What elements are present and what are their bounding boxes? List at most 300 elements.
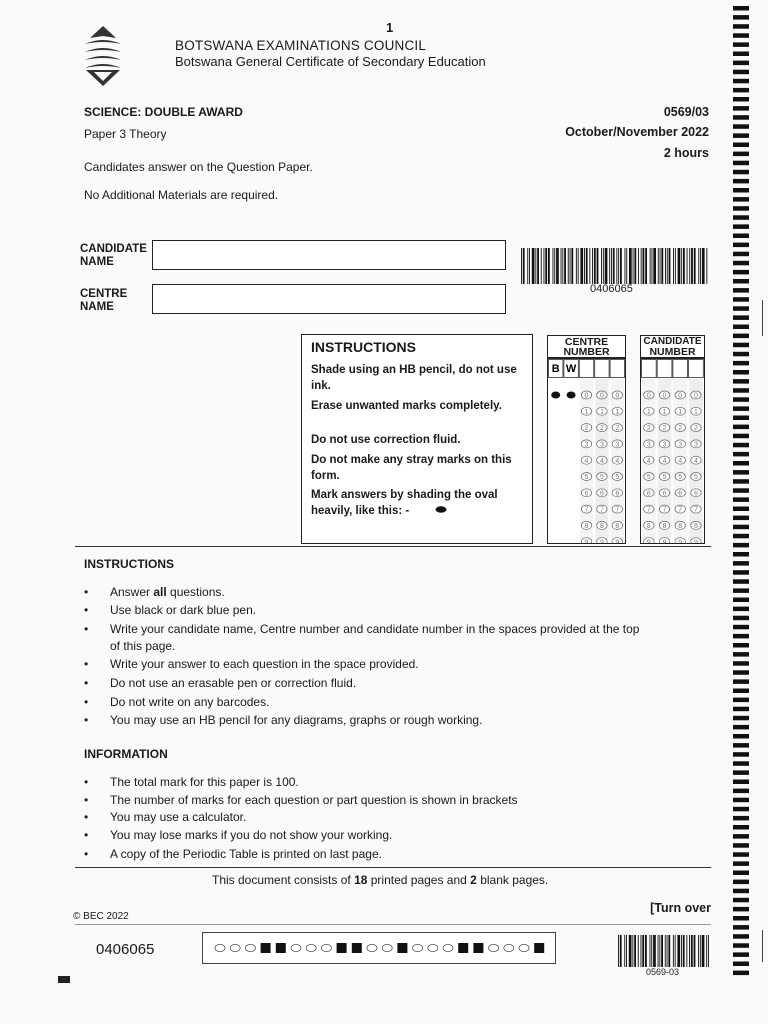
edge-mark xyxy=(733,188,749,193)
barcode-bar xyxy=(645,248,647,284)
edge-mark xyxy=(733,616,749,621)
barcode-bar xyxy=(592,248,593,284)
barcode-bar xyxy=(700,248,701,284)
timing-oval xyxy=(443,944,453,951)
barcode-bar xyxy=(629,935,632,967)
edge-mark xyxy=(733,871,749,876)
digit-label: 3 xyxy=(646,441,651,449)
barcode-icon xyxy=(521,248,709,284)
edge-mark xyxy=(733,852,749,857)
timing-oval xyxy=(306,944,316,951)
edge-mark xyxy=(733,197,749,202)
bullet: • xyxy=(84,775,89,789)
edge-mark xyxy=(733,952,749,957)
prefix-letter: W xyxy=(565,363,577,375)
barcode-bar xyxy=(706,935,707,967)
edge-mark xyxy=(733,798,749,803)
edge-mark xyxy=(733,552,749,557)
edge-mark xyxy=(733,598,749,603)
digit-entry-box xyxy=(595,360,609,378)
barcode-bar xyxy=(677,935,680,967)
divider xyxy=(75,924,711,925)
barcode-bar xyxy=(643,248,645,284)
timing-marks-icon xyxy=(733,4,751,976)
barcode-bar xyxy=(669,248,671,284)
barcode-bar xyxy=(658,935,659,967)
barcode-bar xyxy=(570,248,571,284)
barcode-bar xyxy=(541,248,542,284)
barcode-bar xyxy=(698,935,699,967)
bullet: • xyxy=(84,603,89,617)
edge-mark xyxy=(733,789,749,794)
barcode-bar xyxy=(576,248,577,284)
edge-mark xyxy=(733,543,749,548)
barcode-bar xyxy=(661,248,663,284)
edge-mark xyxy=(733,698,749,703)
shading-item: Do not make any stray marks on this form. xyxy=(311,454,512,482)
instruction-bold: all xyxy=(153,585,167,599)
barcode-bar xyxy=(616,248,617,284)
barcode-bar xyxy=(529,248,530,284)
barcode-bar xyxy=(556,248,559,284)
edge-mark xyxy=(733,534,749,539)
digit-label: 7 xyxy=(646,506,651,514)
edge-mark xyxy=(733,215,749,220)
digit-label: 1 xyxy=(678,408,683,416)
instruction-text: You may use an HB pencil for any diagrams, graphs or rough working. xyxy=(110,713,483,727)
instruction-text xyxy=(110,584,650,601)
barcode-bar xyxy=(665,248,666,284)
edge-mark xyxy=(733,607,749,612)
shading-item: Mark answers by shading the oval heavily, like this: - xyxy=(311,489,498,517)
barcode-bar xyxy=(527,248,528,284)
digit-label: 6 xyxy=(615,490,620,498)
edge-mark xyxy=(733,306,749,311)
timing-square xyxy=(276,943,286,953)
edge-mark xyxy=(733,106,749,111)
candidate-name-field[interactable] xyxy=(152,240,506,270)
edge-mark xyxy=(733,561,749,566)
digit-label: 4 xyxy=(584,457,589,465)
digit-entry-box xyxy=(689,360,704,378)
centre-number-header xyxy=(547,335,626,358)
digit-label: 6 xyxy=(599,490,604,498)
digit-label: 6 xyxy=(662,490,667,498)
edge-mark xyxy=(733,743,749,748)
barcode-bar xyxy=(689,935,690,967)
barcode-bar xyxy=(586,248,588,284)
barcode-bar xyxy=(626,248,627,284)
digit-label: 4 xyxy=(662,457,667,465)
digit-label: 3 xyxy=(599,441,604,449)
certificate-name: Botswana General Certificate of Secondary Education xyxy=(175,54,486,69)
digit-label: 5 xyxy=(662,474,667,482)
barcode-bar xyxy=(620,935,622,967)
barcode-bar xyxy=(638,248,639,284)
bullet: • xyxy=(84,585,89,599)
barcode-bar xyxy=(675,935,676,967)
candidate-number-header xyxy=(640,335,705,358)
edge-mark xyxy=(733,625,749,630)
edge-mark xyxy=(733,661,749,666)
digit-label: 7 xyxy=(615,506,620,514)
digit-label: 0 xyxy=(615,392,620,400)
digit-label: 0 xyxy=(646,392,651,400)
barcode-bar xyxy=(689,248,690,284)
digit-label: 8 xyxy=(678,523,683,530)
edge-line xyxy=(762,930,763,962)
digit-label: 0 xyxy=(693,392,698,400)
digit-entry-box xyxy=(657,360,672,378)
edge-mark xyxy=(733,206,749,211)
edge-mark xyxy=(733,716,749,721)
digit-label: 6 xyxy=(678,490,683,498)
printed-pages: 18 xyxy=(354,873,368,887)
digit-label: 5 xyxy=(678,474,683,482)
barcode-bar xyxy=(523,248,525,284)
edge-mark xyxy=(733,443,749,448)
digit-label: 1 xyxy=(693,408,698,416)
edge-mark xyxy=(733,507,749,512)
digit-label: 8 xyxy=(615,523,620,530)
barcode-bar xyxy=(675,248,676,284)
edge-mark xyxy=(733,115,749,120)
edge-mark xyxy=(733,579,749,584)
timing-square xyxy=(397,943,407,953)
barcode-bar xyxy=(641,248,642,284)
digit-label: 3 xyxy=(615,441,620,449)
edge-mark xyxy=(733,761,749,766)
edge-mark xyxy=(733,679,749,684)
edge-mark xyxy=(733,24,749,29)
edge-mark xyxy=(733,497,749,502)
corner-mark xyxy=(58,976,70,983)
timing-oval xyxy=(413,944,423,951)
barcode-bar xyxy=(641,935,642,967)
barcode-bar xyxy=(535,248,536,284)
timing-square xyxy=(337,943,347,953)
edge-mark xyxy=(733,834,749,839)
edge-mark xyxy=(733,261,749,266)
edge-mark xyxy=(733,934,749,939)
barcode-bar xyxy=(668,935,670,967)
divider xyxy=(75,546,711,547)
materials-note: No Additional Materials are required. xyxy=(84,188,279,202)
timing-oval xyxy=(382,944,392,951)
prefix-letter: B xyxy=(551,363,560,375)
digit-label: 9 xyxy=(584,539,589,543)
digit-label: 1 xyxy=(615,408,620,416)
bullet: • xyxy=(84,622,89,636)
barcode-bar xyxy=(544,248,545,284)
information-text: You may lose marks if you do not show your working. xyxy=(110,828,393,842)
centre-number-grid xyxy=(547,358,626,544)
digit-label: 7 xyxy=(584,506,589,514)
edge-mark xyxy=(733,88,749,93)
digit-label: 3 xyxy=(678,441,683,449)
digit-entry-box xyxy=(610,360,624,378)
barcode-bar xyxy=(603,248,604,284)
edge-mark xyxy=(733,943,749,948)
edge-mark xyxy=(733,42,749,47)
edge-mark xyxy=(733,234,749,239)
edge-mark xyxy=(733,243,749,248)
barcode-bar xyxy=(681,248,682,284)
edge-mark xyxy=(733,279,749,284)
information-title: INFORMATION xyxy=(84,747,168,761)
digit-label: 9 xyxy=(615,539,620,543)
edge-mark xyxy=(733,416,749,421)
digit-label: 6 xyxy=(584,490,589,498)
digit-label: 0 xyxy=(662,392,667,400)
timing-oval xyxy=(291,944,301,951)
barcode-bar xyxy=(589,248,590,284)
barcode-bar xyxy=(632,935,633,967)
barcode-bar xyxy=(691,248,693,284)
digit-entry-box xyxy=(673,360,688,378)
barcode-bar xyxy=(605,248,608,284)
edge-mark xyxy=(733,52,749,57)
timing-oval xyxy=(489,944,499,951)
edge-mark xyxy=(733,161,749,166)
barcode-bar xyxy=(571,248,573,284)
centre-name-field[interactable] xyxy=(152,284,506,314)
barcode-number: 0406065 xyxy=(590,283,633,295)
barcode-bar xyxy=(660,248,661,284)
digit-label: 8 xyxy=(584,523,589,530)
barcode-bar xyxy=(553,248,554,284)
barcode-bar xyxy=(584,248,585,284)
barcode-bar xyxy=(624,935,625,967)
barcode-bar xyxy=(661,935,663,967)
digit-label: 3 xyxy=(584,441,589,449)
bottom-code: 0569-03 xyxy=(646,967,680,977)
barcode-bar xyxy=(568,248,569,284)
digit-label: 4 xyxy=(678,457,683,465)
edge-mark xyxy=(733,916,749,921)
digit-label: 7 xyxy=(678,506,683,514)
instruction-pre: Answer xyxy=(110,585,154,599)
edge-mark xyxy=(733,152,749,157)
digit-entry-box xyxy=(579,360,593,378)
bullet: • xyxy=(84,695,89,709)
document-number: 0406065 xyxy=(96,941,155,958)
filled-oval-icon xyxy=(435,506,447,513)
bullet: • xyxy=(84,810,89,824)
barcode-bar xyxy=(698,248,699,284)
barcode-bar xyxy=(706,248,707,284)
barcode-bar xyxy=(694,248,696,284)
barcode-bar xyxy=(653,248,656,284)
bullet: • xyxy=(84,828,89,842)
edge-mark xyxy=(733,825,749,830)
edge-mark xyxy=(733,880,749,885)
digit-label: 4 xyxy=(599,457,604,465)
edge-mark xyxy=(733,907,749,912)
instruction-text: Use black or dark blue pen. xyxy=(110,603,257,617)
edge-mark xyxy=(733,525,749,530)
digit-label: 9 xyxy=(662,539,667,543)
candidate-header-line1: CANDIDATE xyxy=(643,336,702,347)
edge-mark xyxy=(733,643,749,648)
barcode-bar xyxy=(537,248,539,284)
timing-square xyxy=(534,943,544,953)
barcode-bar xyxy=(562,248,563,284)
barcode-bar xyxy=(686,935,687,967)
information-text: You may use a calculator. xyxy=(110,810,247,824)
filled-oval xyxy=(567,392,576,399)
candidate-name-label xyxy=(80,243,147,269)
digit-label: 5 xyxy=(599,474,604,482)
page-count-note xyxy=(212,873,548,887)
edge-mark xyxy=(733,33,749,38)
edge-mark xyxy=(733,434,749,439)
edge-mark xyxy=(733,133,749,138)
edge-mark xyxy=(733,315,749,320)
bullet: • xyxy=(84,713,89,727)
edge-mark xyxy=(733,334,749,339)
digit-label: 4 xyxy=(646,457,651,465)
barcode-bar xyxy=(626,935,627,967)
edge-mark xyxy=(733,297,749,302)
barcode-bar xyxy=(611,248,612,284)
bec-logo-icon xyxy=(80,24,126,88)
edge-mark xyxy=(733,143,749,148)
instruction-text: Write your candidate name, Centre number and candidate number in the spaces provided at the top of this page. xyxy=(110,622,640,653)
digit-label: 4 xyxy=(693,457,698,465)
filled-oval xyxy=(551,392,560,399)
edge-mark xyxy=(733,252,749,257)
barcode-bar xyxy=(597,248,599,284)
barcode-bar xyxy=(683,935,685,967)
digit-label: 7 xyxy=(599,506,604,514)
timing-oval xyxy=(367,944,377,951)
centre-header-line1: CENTRE xyxy=(564,336,609,348)
barcode-bar xyxy=(613,248,615,284)
barcode-bar xyxy=(545,248,547,284)
barcode-bar xyxy=(659,935,660,967)
digit-label: 7 xyxy=(693,506,698,514)
barcode-bar xyxy=(650,248,651,284)
copyright: © BEC 2022 xyxy=(73,911,129,922)
candidate-number-grid xyxy=(640,358,705,544)
divider xyxy=(75,867,711,868)
timing-oval xyxy=(230,944,240,951)
digit-label: 2 xyxy=(599,425,604,433)
digit-label: 6 xyxy=(693,490,698,498)
digit-label: 9 xyxy=(646,539,651,543)
digit-label: 2 xyxy=(662,425,667,433)
edge-mark xyxy=(733,707,749,712)
edge-mark xyxy=(733,179,749,184)
digit-label: 2 xyxy=(693,425,698,433)
edge-mark xyxy=(733,752,749,757)
edge-mark xyxy=(733,15,749,20)
barcode-bar xyxy=(618,248,619,284)
edge-mark xyxy=(733,588,749,593)
digit-label: 2 xyxy=(678,425,683,433)
edge-mark xyxy=(733,816,749,821)
edge-mark xyxy=(733,652,749,657)
shading-item: Erase unwanted marks completely. xyxy=(311,400,502,412)
edge-mark xyxy=(733,70,749,75)
barcode-bar xyxy=(561,248,562,284)
barcode-bar xyxy=(702,935,705,967)
edge-mark xyxy=(733,780,749,785)
instruction-text: Write your answer to each question in the space provided. xyxy=(110,657,419,671)
paper-code: 0569/03 xyxy=(663,105,709,119)
edge-mark xyxy=(733,370,749,375)
bottom-barcode-icon xyxy=(618,935,710,967)
timing-square xyxy=(261,943,271,953)
consists-post: blank pages. xyxy=(476,873,549,887)
edge-mark xyxy=(733,170,749,175)
edge-mark xyxy=(733,770,749,775)
edge-mark xyxy=(733,689,749,694)
candidate-label-line2: NAME xyxy=(80,256,114,268)
digit-label: 4 xyxy=(615,457,620,465)
edge-mark xyxy=(733,479,749,484)
centre-header-line2: NUMBER xyxy=(563,346,610,358)
barcode-bar xyxy=(609,248,610,284)
digit-label: 8 xyxy=(662,523,667,530)
bullet: • xyxy=(84,793,89,807)
digit-label: 5 xyxy=(584,474,589,482)
digit-entry-box xyxy=(642,360,657,378)
answer-note: Candidates answer on the Question Paper. xyxy=(84,160,313,174)
timing-marks-strip xyxy=(202,932,556,964)
council-name: BOTSWANA EXAMINATIONS COUNCIL xyxy=(175,38,427,53)
timing-square xyxy=(473,943,483,953)
barcode-bar xyxy=(642,935,644,967)
consists-mid: printed pages and xyxy=(367,873,471,887)
barcode-bar xyxy=(634,935,636,967)
edge-mark xyxy=(733,97,749,102)
information-text: The number of marks for each question or part question is shown in brackets xyxy=(110,793,518,807)
barcode-bar xyxy=(633,248,634,284)
digit-label: 9 xyxy=(693,539,698,543)
barcode-bar xyxy=(651,935,652,967)
centre-label-line1: CENTRE xyxy=(80,288,128,300)
edge-mark xyxy=(733,6,749,11)
instruction-post: questions. xyxy=(166,585,225,599)
edge-mark xyxy=(733,406,749,411)
timing-oval xyxy=(245,944,255,951)
shading-item: Shade using an HB pencil, do not use ink. xyxy=(311,364,517,392)
edge-mark xyxy=(733,397,749,402)
digit-label: 9 xyxy=(678,539,683,543)
barcode-bar xyxy=(638,935,639,967)
barcode-bar xyxy=(653,935,656,967)
edge-mark xyxy=(733,861,749,866)
timing-oval xyxy=(215,944,225,951)
edge-mark xyxy=(733,352,749,357)
digit-label: 3 xyxy=(662,441,667,449)
barcode-bar xyxy=(673,935,674,967)
digit-label: 5 xyxy=(693,474,698,482)
instruction-text: Do not write on any barcodes. xyxy=(110,695,270,709)
digit-label: 6 xyxy=(646,490,651,498)
digit-label: 2 xyxy=(646,425,651,433)
edge-mark xyxy=(733,270,749,275)
edge-mark xyxy=(733,516,749,521)
edge-mark xyxy=(733,962,749,967)
digit-label: 1 xyxy=(646,408,651,416)
digit-label: 1 xyxy=(584,408,589,416)
edge-mark xyxy=(733,425,749,430)
candidate-label-line1: CANDIDATE xyxy=(80,243,147,255)
edge-mark xyxy=(733,61,749,66)
